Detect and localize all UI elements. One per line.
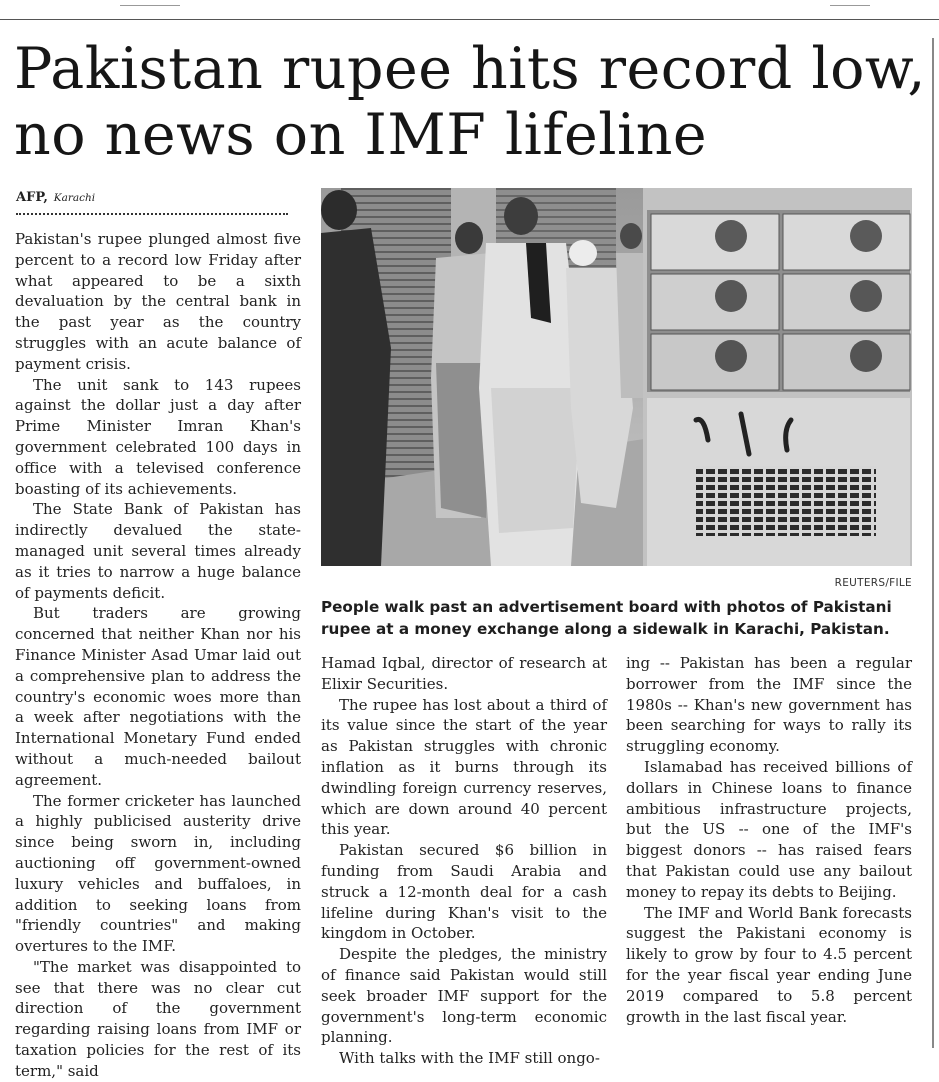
article-column-2 xyxy=(321,653,607,1069)
paragraph: ing -- Pakistan has been a regular borrower from the IMF since the 1980s -- Khan's new government has been searching for ways to rally its struggling economy. xyxy=(626,654,912,756)
paragraph: With talks with the IMF still ongo- xyxy=(339,1049,600,1068)
photo-illustration xyxy=(321,188,912,566)
byline-agency: AFP, xyxy=(16,190,48,205)
paragraph: Pakistan's rupee plunged almost five percent to a record low Friday after what appeared to be a sixth devaluation by the central bank in the past year as the country struggles with an acute balance of payment crisis. xyxy=(15,230,301,373)
paragraph: But traders are growing concerned that neither Khan nor his Finance Minister Asad Umar laid out a comprehensive plan to address the country's economic woes more than a week after negotiations with the International Monetary Fund ended without a much-needed bailout agreement. xyxy=(15,604,301,789)
byline-city: Karachi xyxy=(53,192,96,204)
right-column-rule xyxy=(932,38,934,1048)
page-top-rule xyxy=(0,0,939,20)
photo-caption: People walk past an advertisement board with photos of Pakistani rupee at a money exchange along a sidewalk in Karachi, Pakistan. xyxy=(321,598,892,638)
paragraph: The rupee has lost about a third of its value since the start of the year as Pakistan struggles with chronic inflation as it burns through its dwindling foreign currency reserves, which are down around 40 percent this year. xyxy=(321,695,607,839)
article-column-3 xyxy=(626,653,912,1027)
paragraph: "The market was disappointed to see that there was no clear cut direction of the government regarding raising loans from IMF or taxation policies for the rest of its term," said xyxy=(15,957,301,1080)
paragraph: The unit sank to 143 rupees against the dollar just a day after Prime Minister Imran Khan's government celebrated 100 days in office with a televised conference boasting of its achievements. xyxy=(15,375,301,498)
byline-divider xyxy=(16,213,288,215)
paragraph: Despite the pledges, the ministry of finance said Pakistan would still seek broader IMF support for the government's long-term economic planning. xyxy=(321,945,607,1047)
top-rule-stub xyxy=(830,0,870,6)
article-headline: Pakistan rupee hits record low, no news on IMF lifeline xyxy=(14,36,927,168)
byline xyxy=(16,189,95,206)
paragraph: Islamabad has received billions of dollars in Chinese loans to finance ambitious infrastructure projects, but the US -- one of the IMF's biggest donors -- has raised fears that Pakistan could use any bailout money to repay its debts to Beijing. xyxy=(626,757,912,901)
paragraph: The former cricketer has launched a highly publicised austerity drive since being sworn in, including auctioning off government-owned luxury vehicles and buffaloes, in addition to seeking loans from "friendly countries" and making overtures to the IMF. xyxy=(15,791,301,956)
photo-credit: REUTERS/FILE xyxy=(834,577,912,589)
paragraph: Pakistan secured $6 billion in funding from Saudi Arabia and struck a 12-month deal for a cash lifeline during Khan's visit to the kingdom in October. xyxy=(321,841,607,943)
paragraph: The IMF and World Bank forecasts suggest the Pakistani economy is likely to grow by four to 4.5 percent for the year fiscal year ending June 2019 compared to 5.8 percent growth in the last fiscal year. xyxy=(626,903,912,1026)
news-photo xyxy=(321,188,912,566)
paragraph: Hamad Iqbal, director of research at Elixir Securities. xyxy=(321,654,607,693)
top-rule-stub xyxy=(120,0,180,6)
paragraph: The State Bank of Pakistan has indirectly devalued the state-managed unit several times already as it tries to narrow a huge balance of payments deficit. xyxy=(15,500,301,602)
article-column-1 xyxy=(15,229,301,1082)
vent-grille xyxy=(696,466,876,536)
